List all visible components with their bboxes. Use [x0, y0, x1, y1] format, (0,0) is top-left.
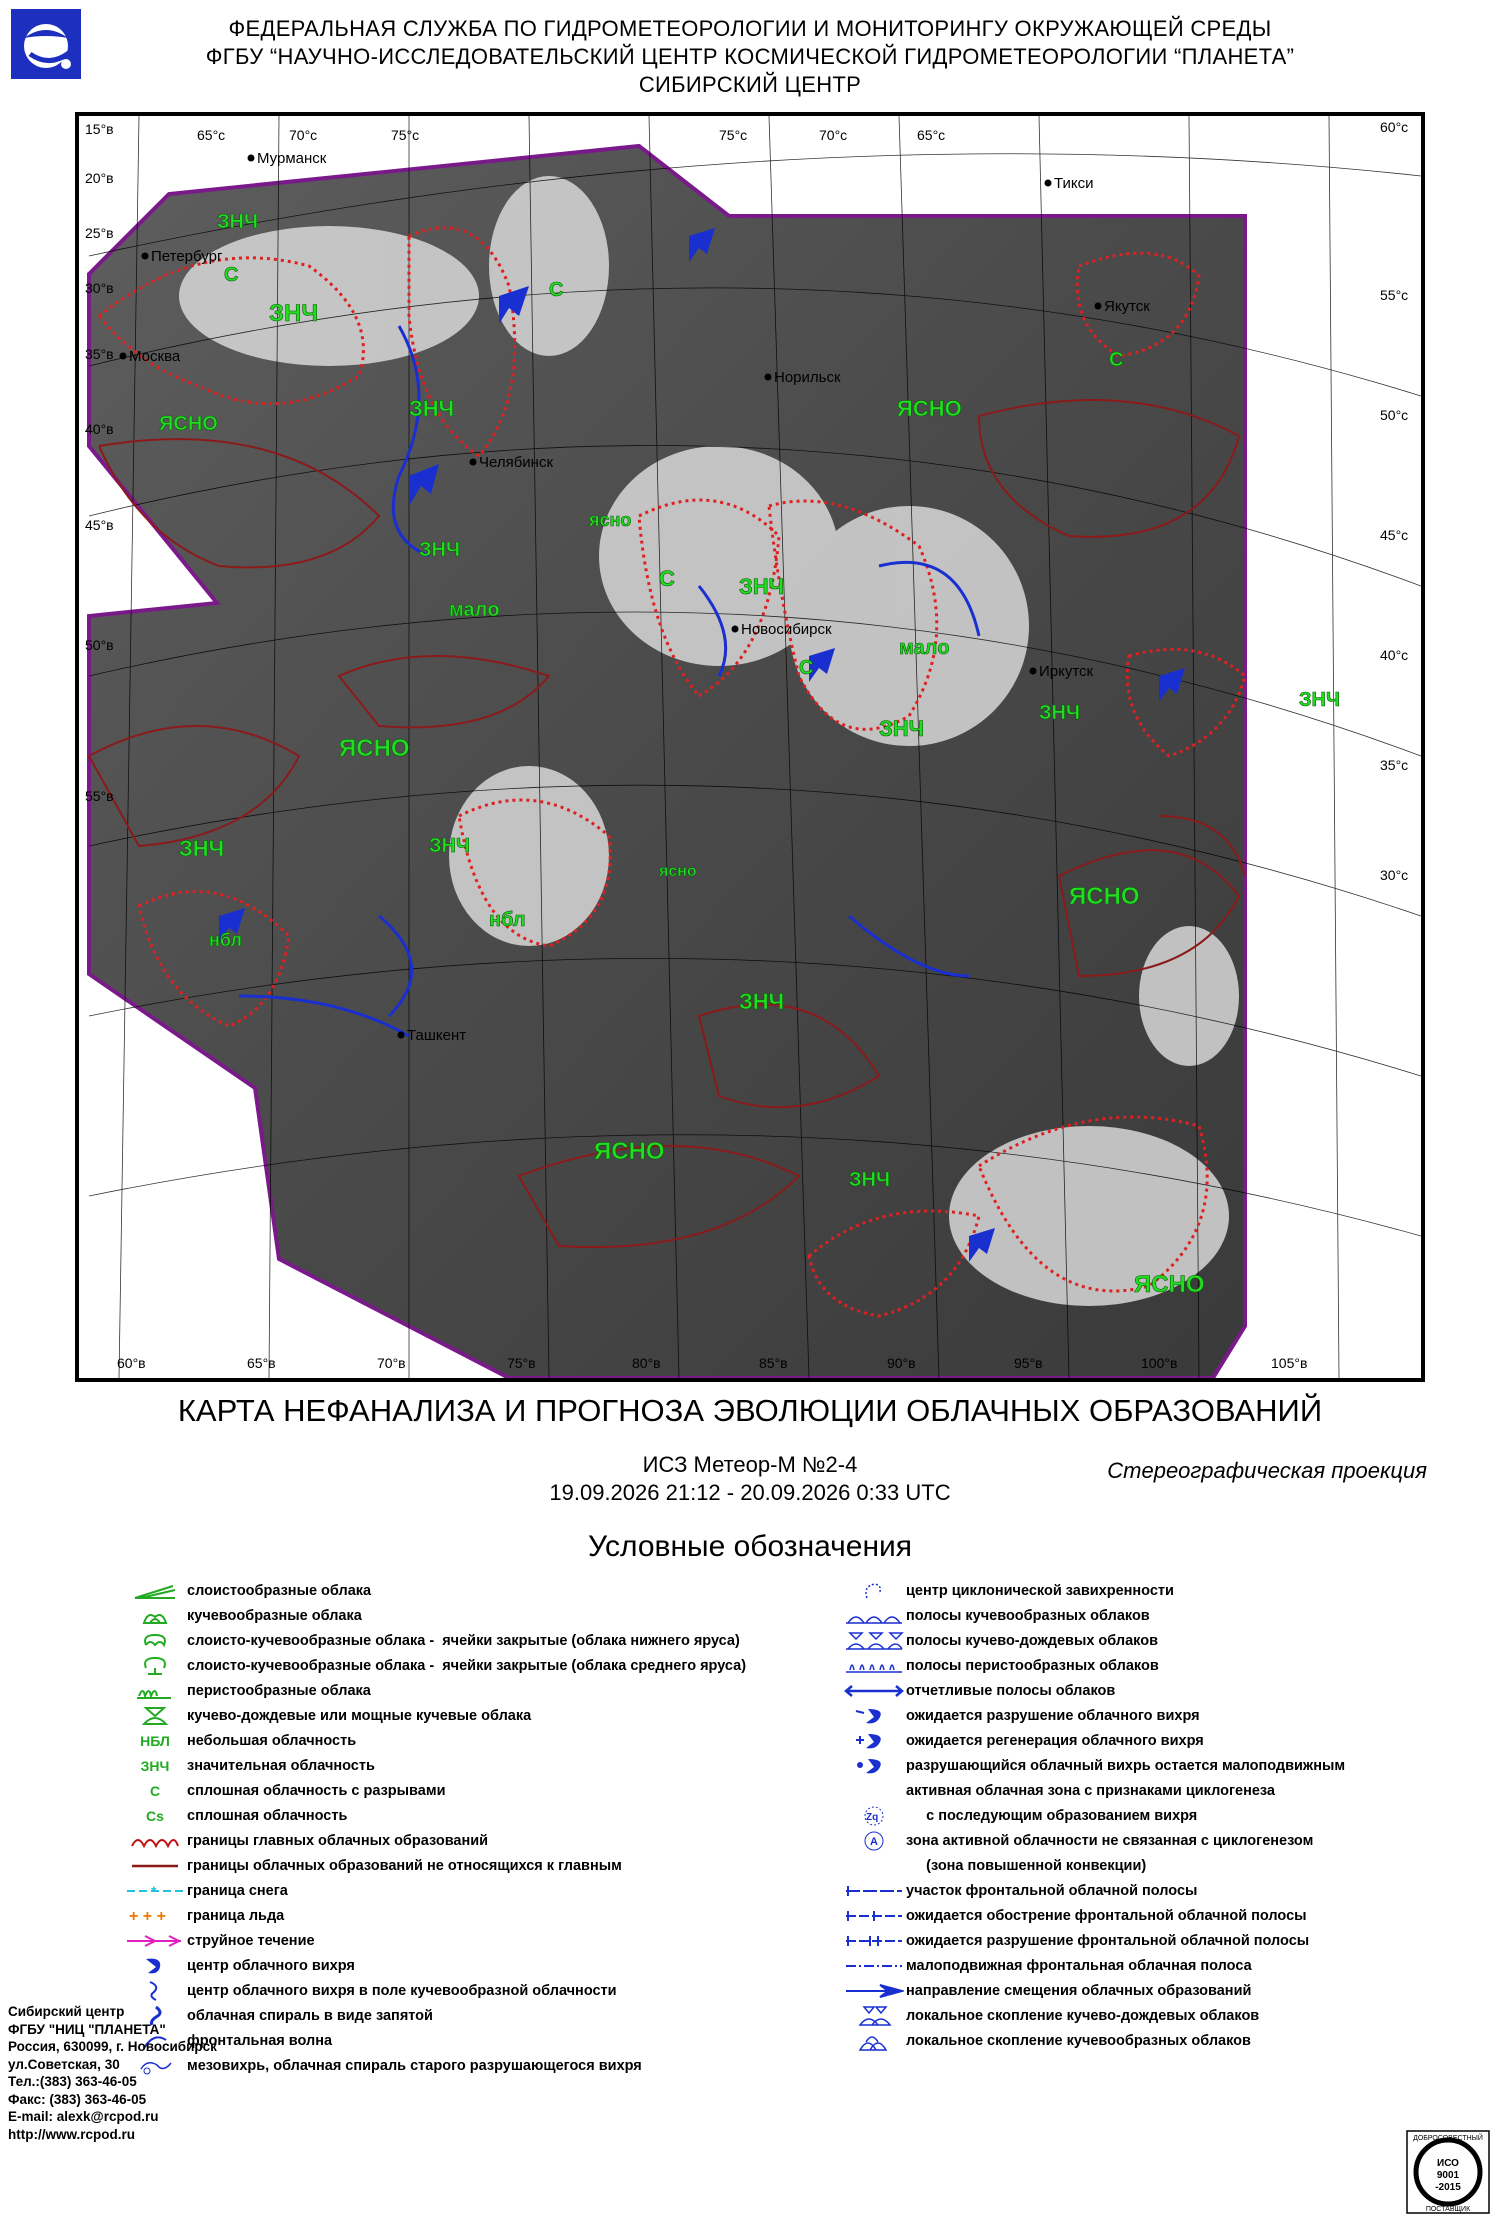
- bottom-lon-label: 60°в: [117, 1355, 146, 1371]
- legend-item: [123, 1828, 746, 1853]
- cloud-label: С: [799, 657, 814, 679]
- legend-label: активная облачная зона с признаками циклогенеза: [906, 1782, 1275, 1799]
- legend-item: [842, 1603, 1345, 1628]
- legend-spacer: [842, 1855, 906, 1877]
- bottom-lon-label: 85°в: [759, 1355, 788, 1371]
- legend-label: локальное скопление кучево-дождевых облаков: [906, 2007, 1260, 2024]
- cirriform-icon: [123, 1680, 187, 1702]
- left-lat-label: 30°в: [85, 280, 114, 296]
- legend-code: ЗНЧ: [140, 1757, 170, 1774]
- legend-item: [123, 1853, 746, 1878]
- city-label: Новосибирск: [741, 621, 832, 638]
- contact-line: Факс: (383) 363-46-05: [8, 2091, 147, 2107]
- a-circle-icon: [842, 1830, 906, 1852]
- snow-border-icon: [123, 1880, 187, 1902]
- svg-text:*: *: [151, 1883, 157, 1898]
- svg-text:ПОСТАВЩИК: ПОСТАВЩИК: [1425, 2206, 1471, 2213]
- cloud-label: ЗНЧ: [429, 835, 471, 857]
- cloud-label: С: [224, 264, 239, 286]
- legend-item: [123, 1703, 746, 1728]
- cloud-label: С: [1109, 349, 1124, 371]
- legend-item: [842, 1753, 1345, 1778]
- legend-item: [123, 1803, 746, 1828]
- legend-item: [842, 1803, 1345, 1828]
- bottom-lon-label: 105°в: [1271, 1355, 1308, 1371]
- legend-label: ожидается обострение фронтальной облачной полосы: [906, 1907, 1307, 1924]
- top-lon-label: 65°с: [197, 127, 226, 143]
- cloud-label: малo: [899, 637, 950, 659]
- legend-item: [123, 1878, 746, 1903]
- legend-label: перистообразные облака: [187, 1682, 371, 1699]
- legend-label: полосы кучево-дождевых облаков: [906, 1632, 1159, 1649]
- legend-label: облачная спираль в виде запятой: [187, 2007, 433, 2024]
- legend-label: граница льда: [187, 1907, 285, 1924]
- contact-line: ФГБУ "НИЦ "ПЛАНЕТА": [8, 2021, 166, 2037]
- cumuliform-icon: [123, 1605, 187, 1627]
- vortex-decay-icon: [842, 1705, 906, 1727]
- legend-label: центр облачного вихря в поле кучевообразной облачности: [187, 1982, 617, 1999]
- city-dot: [1095, 303, 1102, 310]
- legend-label: полосы кучевообразных облаков: [906, 1607, 1150, 1624]
- projection-note: Стереографическая проекция: [1107, 1458, 1427, 1483]
- nephanalysis-map: [79, 116, 1421, 1378]
- cloud-label: ясно: [659, 863, 697, 880]
- svg-text:A: A: [870, 1835, 878, 1848]
- cloud-label: ЗНЧ: [739, 574, 785, 599]
- frontal-band-icon: [842, 1880, 906, 1902]
- legend-item: [123, 1728, 746, 1753]
- cumulonimbus-icon: [123, 1705, 187, 1727]
- cloud-label: ЗНЧ: [1039, 702, 1081, 724]
- city-label: Якутск: [1104, 298, 1150, 315]
- city-label: Иркутск: [1039, 663, 1094, 680]
- frontal-stationary-icon: [842, 1955, 906, 1977]
- legend-label: кучевообразные облака: [187, 1607, 362, 1624]
- cb-bands-icon: [842, 1630, 906, 1652]
- legend-label: ожидается разрушение фронтальной облачной полосы: [906, 1932, 1310, 1949]
- left-lat-label: 35°в: [85, 346, 114, 362]
- svg-text:ИСО: ИСО: [1437, 2158, 1459, 2169]
- city-dot: [765, 374, 772, 381]
- legend-label: фронтальная волна: [187, 2032, 333, 2049]
- vortex-cumulus-icon: [123, 1980, 187, 2002]
- legend-label: направление смещения облачных образований: [906, 1982, 1252, 1999]
- legend-item: [123, 1578, 746, 1603]
- legend-label: с последующим образованием вихря: [906, 1807, 1198, 1824]
- ice-border-icon: [123, 1905, 187, 1927]
- left-lat-label: 25°в: [85, 225, 114, 241]
- svg-text:-2015: -2015: [1435, 2182, 1461, 2193]
- legend-item: [842, 1928, 1345, 1953]
- legend-item: [123, 1953, 746, 1978]
- contact-line: http://www.rcpod.ru: [8, 2126, 135, 2142]
- cloud-label: ЗНЧ: [269, 300, 319, 327]
- city-label: Москва: [129, 348, 181, 365]
- legend-label: (зона повышенной конвекции): [906, 1857, 1147, 1874]
- cloud-label: ЗНЧ: [179, 836, 225, 861]
- sc-closed-low-icon: [123, 1630, 187, 1652]
- legend-item: [123, 1653, 746, 1678]
- legend-item: [842, 1878, 1345, 1903]
- legend-item: [842, 1828, 1345, 1853]
- legend-title: Условные обозначения: [587, 1530, 913, 1563]
- legend-item: [123, 1903, 746, 1928]
- cloud-label: ЗНЧ: [1299, 689, 1341, 711]
- legend-item: [842, 1728, 1345, 1753]
- city-dot: [248, 155, 255, 162]
- right-lat-label: 60°с: [1380, 119, 1409, 135]
- cloud-label: ясно: [589, 510, 632, 530]
- left-lat-label: 55°в: [85, 788, 114, 804]
- top-lon-label: 75°с: [391, 127, 420, 143]
- bottom-lon-label: 90°в: [887, 1355, 916, 1371]
- top-lon-label: 70°с: [289, 127, 318, 143]
- jet-stream-icon: [123, 1930, 187, 1952]
- city-dot: [120, 353, 127, 360]
- legend-item: [842, 1903, 1345, 1928]
- legend-label: слоисто-кучевообразные облака - ячейки закрытые (облака среднего яруса): [187, 1657, 747, 1674]
- legend-item: [842, 1703, 1345, 1728]
- legend-label: участок фронтальной облачной полосы: [906, 1882, 1198, 1899]
- cloud-label: ЗНЧ: [879, 716, 925, 741]
- legend-right-column: [842, 1578, 1345, 2053]
- city-dot: [470, 459, 477, 466]
- right-lat-label: 55°с: [1380, 287, 1409, 303]
- header-line-1: ФЕДЕРАЛЬНАЯ СЛУЖБА ПО ГИДРОМЕТЕОРОЛОГИИ И МОНИТОРИНГУ ОКРУЖАЮЩЕЙ СРЕДЫ: [228, 16, 1272, 41]
- legend-code: С: [149, 1782, 161, 1799]
- legend-label: кучево-дождевые или мощные кучевые облака: [187, 1707, 532, 1724]
- line-border-icon: [123, 1855, 187, 1877]
- bottom-lon-label: 70°в: [377, 1355, 406, 1371]
- bottom-lon-label: 80°в: [632, 1355, 661, 1371]
- legend-label: центр циклонической завихренности: [906, 1582, 1174, 1599]
- cb-cluster-icon: [842, 2005, 906, 2027]
- contact-line: Россия, 630099, г. Новосибирск: [8, 2039, 217, 2054]
- legend-item: [123, 1603, 746, 1628]
- cu-cluster-icon: [842, 2030, 906, 2052]
- legend-item: [842, 2003, 1345, 2028]
- legend-label: границы облачных образований не относящихся к главным: [187, 1857, 622, 1874]
- cloud-label: ЗНЧ: [739, 989, 785, 1014]
- legend-item: [842, 1628, 1345, 1653]
- map-title: КАРТА НЕФАНАЛИЗА И ПРОГНОЗА ЭВОЛЮЦИИ ОБЛАЧНЫХ ОБРАЗОВАНИЙ: [177, 1393, 1323, 1428]
- contact-line: ул.Советская, 30: [8, 2056, 120, 2072]
- city-dot: [1030, 668, 1037, 675]
- cloud-label: ЗНЧ: [849, 1169, 891, 1191]
- legend-label: полосы перистообразных облаков: [906, 1657, 1159, 1674]
- cirrus-bands-icon: [842, 1655, 906, 1677]
- legend-label: разрушающийся облачный вихрь остается малоподвижным: [906, 1757, 1346, 1774]
- legend-item: [842, 2028, 1345, 2053]
- city-dot: [142, 253, 149, 260]
- svg-text:9001: 9001: [1436, 2170, 1460, 2181]
- legend-label: сплошная облачность с разрывами: [187, 1782, 446, 1799]
- legend-label: значительная облачность: [187, 1757, 375, 1774]
- cloud-label: ЯСНО: [159, 413, 218, 435]
- legend-spacer: [842, 1780, 906, 1802]
- cumulus-bands-icon: [842, 1605, 906, 1627]
- legend-label: граница снега: [187, 1882, 288, 1899]
- frontal-decay-icon: [842, 1930, 906, 1952]
- distinct-bands-icon: [842, 1680, 906, 1702]
- bottom-lon-label: 75°в: [507, 1355, 536, 1371]
- legend-item: [842, 1653, 1345, 1678]
- legend-label: границы главных облачных образований: [187, 1832, 489, 1849]
- top-lon-label: 70°с: [819, 127, 848, 143]
- observation-period: 19.09.2026 21:12 - 20.09.2026 0:33 UTC: [549, 1480, 951, 1505]
- left-lat-label: 45°в: [85, 517, 114, 533]
- city-label: Норильск: [774, 369, 841, 386]
- legend-item: [842, 1678, 1345, 1703]
- cloud-label: малo: [449, 599, 500, 621]
- cloud-label: ЗНЧ: [409, 396, 455, 421]
- legend-label: слоистообразные облака: [187, 1582, 372, 1599]
- zq-icon: [842, 1805, 906, 1827]
- legend-item: [123, 1628, 746, 1653]
- left-lat-label: 15°в: [85, 121, 114, 137]
- legend-item: [842, 1578, 1345, 1603]
- planeta-logo: [10, 8, 82, 80]
- legend-code: НБЛ: [140, 1732, 170, 1749]
- legend-label: небольшая облачность: [187, 1732, 357, 1749]
- bottom-lon-label: 65°в: [247, 1355, 276, 1371]
- right-lat-label: 40°с: [1380, 647, 1409, 663]
- map-frame: [75, 112, 1425, 1382]
- certificate-seal: [1406, 2130, 1490, 2214]
- scalloped-border-icon: [123, 1830, 187, 1852]
- city-dot: [1045, 180, 1052, 187]
- right-lat-label: 50°с: [1380, 407, 1409, 423]
- legend-label: ожидается регенерация облачного вихря: [906, 1732, 1204, 1749]
- contact-block: [8, 2003, 217, 2143]
- right-lat-label: 30°с: [1380, 867, 1409, 883]
- cloud-label: ЯСНО: [594, 1138, 665, 1165]
- legend-label: локальное скопление кучевообразных облаков: [906, 2032, 1251, 2049]
- cloud-label: С: [549, 279, 564, 301]
- svg-text:ДОБРОСОВЕСТНЫЙ: ДОБРОСОВЕСТНЫЙ: [1413, 2135, 1483, 2142]
- contact-line: E-mail: alexk@rcpod.ru: [8, 2109, 159, 2124]
- legend-item: [842, 1978, 1345, 2003]
- legend-item: [842, 1853, 1345, 1878]
- legend-item: [842, 1953, 1345, 1978]
- left-lat-label: 40°в: [85, 421, 114, 437]
- shift-direction-icon: [842, 1980, 906, 2002]
- cloud-label: ЗНЧ: [419, 539, 461, 561]
- cloud-label: нбл: [489, 909, 526, 931]
- legend-label: центр облачного вихря: [187, 1957, 355, 1974]
- city-dot: [732, 626, 739, 633]
- left-lat-label: 20°в: [85, 170, 114, 186]
- svg-text:Zq: Zq: [866, 1811, 879, 1823]
- header-line-2: ФГБУ “НАУЧНО-ИССЛЕДОВАТЕЛЬСКИЙ ЦЕНТР КОСМИЧЕСКОЙ ГИДРОМЕТЕОРОЛОГИИ “ПЛАНЕТА”: [205, 44, 1295, 69]
- cloud-label: ЯСНО: [1069, 883, 1140, 910]
- vortex-regen-icon: [842, 1730, 906, 1752]
- vortex-stationary-icon: [842, 1755, 906, 1777]
- legend-code: Сs: [146, 1807, 164, 1824]
- legend-label: слоисто-кучевообразные облака - ячейки закрытые (облака нижнего яруса): [187, 1632, 740, 1649]
- legend-label: малоподвижная фронтальная облачная полоса: [906, 1957, 1252, 1974]
- cloud-label: ЗНЧ: [217, 211, 259, 233]
- legend-label: сплошная облачность: [187, 1807, 348, 1824]
- header-line-3: СИБИРСКИЙ ЦЕНТР: [638, 72, 862, 97]
- contact-line: Сибирский центр: [8, 2004, 125, 2019]
- cloud-label: ЯСНО: [1134, 1271, 1205, 1298]
- bottom-lon-label: 100°в: [1141, 1355, 1178, 1371]
- city-dot: [398, 1032, 405, 1039]
- city-label: Ташкент: [407, 1027, 467, 1044]
- stratiform-icon: [123, 1580, 187, 1602]
- legend-item: [842, 1778, 1345, 1803]
- left-lat-label: 50°в: [85, 637, 114, 653]
- legend-label: отчетливые полосы облаков: [906, 1682, 1116, 1699]
- svg-text:+ + +: + + +: [129, 1908, 166, 1923]
- right-lat-label: 45°с: [1380, 527, 1409, 543]
- cloud-label: нбл: [209, 930, 242, 950]
- city-label: Челябинск: [479, 454, 554, 471]
- legend-item: [123, 1778, 746, 1803]
- satellite-name: ИСЗ Метеор-М №2-4: [642, 1452, 858, 1477]
- city-label: Петербург: [151, 248, 223, 265]
- bottom-lon-label: 95°в: [1014, 1355, 1043, 1371]
- vortex-center-icon: [123, 1955, 187, 1977]
- frontal-sharpen-icon: [842, 1905, 906, 1927]
- top-lon-label: 65°с: [917, 127, 946, 143]
- sc-closed-mid-icon: [123, 1655, 187, 1677]
- legend-item: [123, 1753, 746, 1778]
- top-lon-label: 75°с: [719, 127, 748, 143]
- legend-label: мезовихрь, облачная спираль старого разрушающегося вихря: [187, 2057, 642, 2074]
- legend-label: зона активной облачности не связанная с циклогенезом: [906, 1832, 1314, 1849]
- cloud-label: ЯСНО: [897, 396, 962, 421]
- contact-line: Тел.:(383) 363-46-05: [8, 2074, 137, 2089]
- cloud-label: С: [659, 566, 675, 591]
- legend-item: [123, 1928, 746, 1953]
- city-label: Мурманск: [257, 150, 327, 167]
- cyclonic-center-icon: [842, 1580, 906, 1602]
- city-label: Тикси: [1054, 175, 1094, 192]
- legend-label: струйное течение: [187, 1932, 315, 1949]
- legend-label: ожидается разрушение облачного вихря: [906, 1707, 1200, 1724]
- cloud-label: ЯСНО: [339, 735, 410, 762]
- right-lat-label: 35°с: [1380, 757, 1409, 773]
- legend-item: [123, 1678, 746, 1703]
- legend-item: [123, 1978, 746, 2003]
